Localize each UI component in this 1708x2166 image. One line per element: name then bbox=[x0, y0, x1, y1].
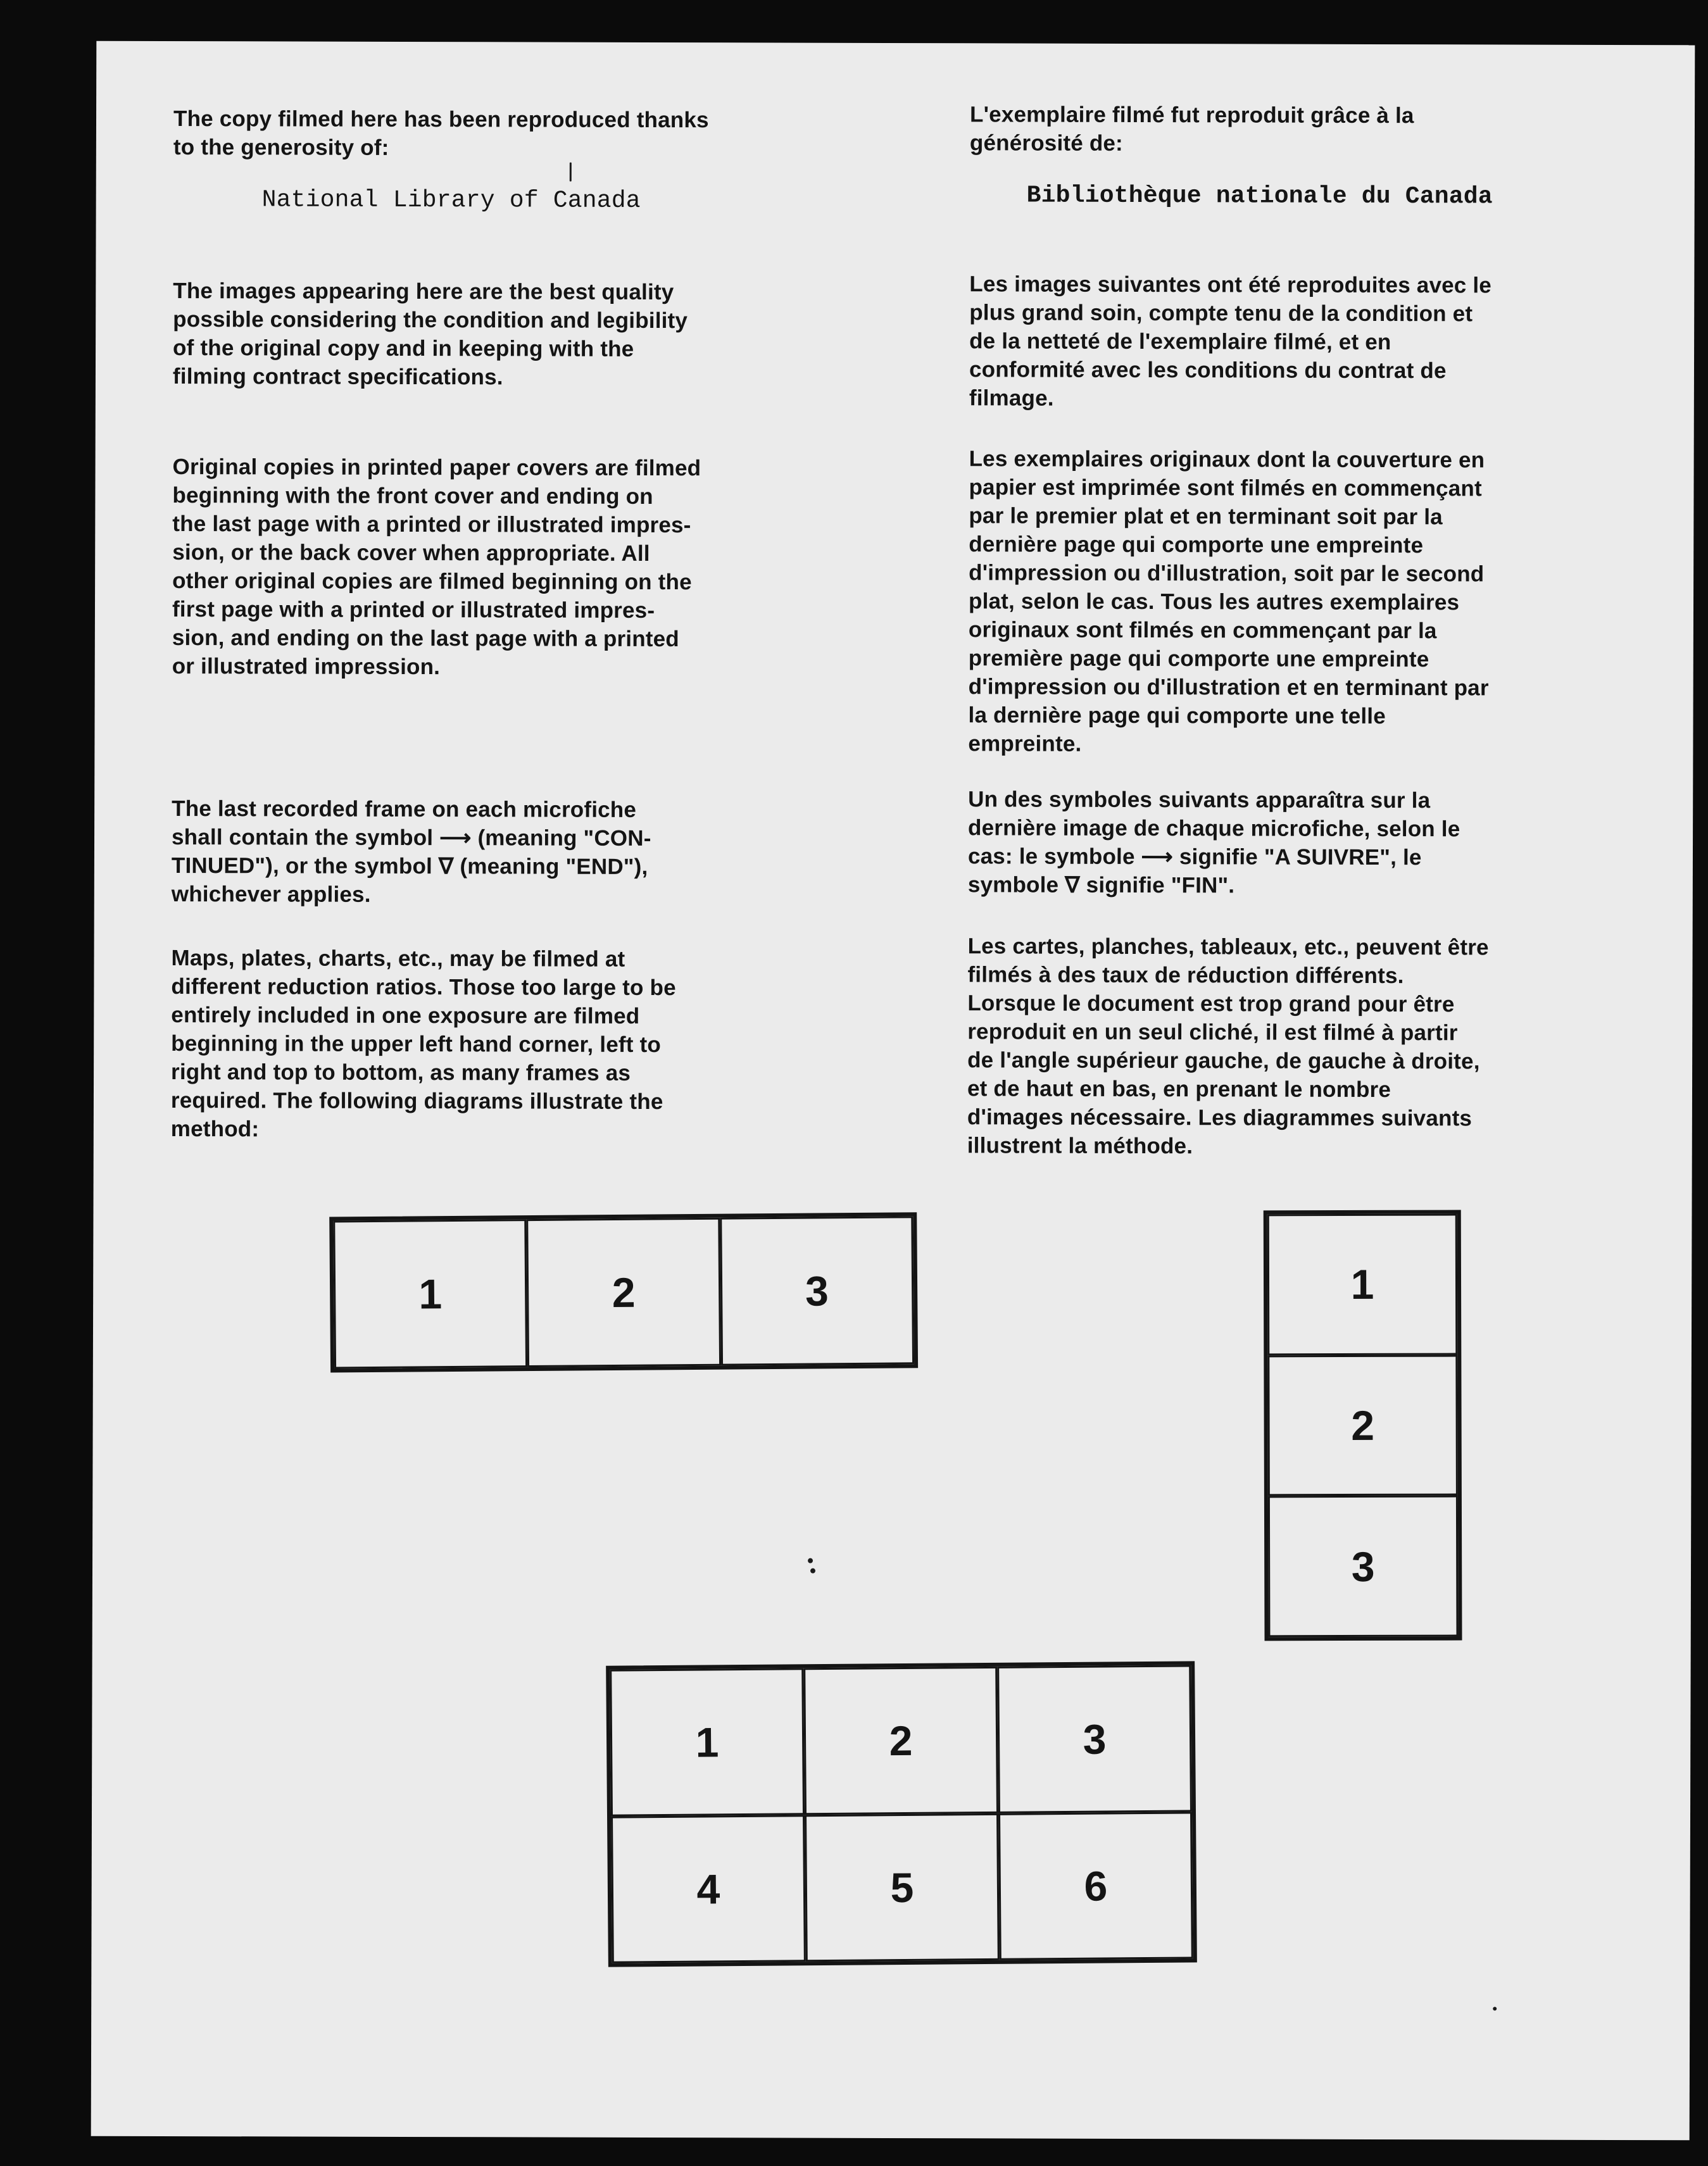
right-maps-paragraph bbox=[967, 932, 1658, 1161]
left-library-text: National Library of Canada bbox=[261, 186, 641, 215]
left-symbols-paragraph bbox=[172, 794, 830, 910]
scan-speck bbox=[810, 1568, 815, 1574]
frame-cell: 6 bbox=[998, 1812, 1193, 1960]
right-originals-text: Les exemplaires originaux dont la couverture en papier est imprimée sont filmés en commençant par le premier plat et en terminant soit par la dernière page qui comporte une empreinte d'impression ou d'illustration, soit par le second plat, selon le cas. Tous les autres exemplaires originaux sont filmés en commençant par la première page qui comporte une empreinte d'impression ou d'illustration et en terminant par la dernière page qui comporte une telle empreinte. bbox=[968, 446, 1489, 756]
frame-cell: 3 bbox=[997, 1665, 1192, 1813]
left-thanks bbox=[173, 104, 832, 163]
frame-cell: 1 bbox=[1267, 1214, 1458, 1355]
frame-cell: 3 bbox=[720, 1216, 914, 1365]
grid-frames-diagram bbox=[606, 1661, 1197, 1967]
frame-cell: 2 bbox=[527, 1218, 721, 1367]
left-symbols-text: The last recorded frame on each microfiche shall contain the symbol ⟶ (meaning "CON- TINUED"), or the symbol ∇ (meaning "END"), whichever applies. bbox=[171, 796, 651, 907]
frame-cell: 3 bbox=[1268, 1496, 1459, 1637]
right-quality-text: Les images suivantes ont été reproduites avec le plus grand soin, compte tenu de la condition et de la netteté de l'exemplaire filmé, et en conformité avec les conditions du contrat de filmage. bbox=[969, 272, 1492, 411]
scan-speck bbox=[808, 1558, 813, 1563]
right-symbols-text: Un des symboles suivants apparaîtra sur la dernière image de chaque microfiche, selon le cas: le symbole ⟶ signifie "A SUIVRE", le symbole ∇ signifie "FIN". bbox=[967, 787, 1460, 898]
right-thanks-text: L'exemplaire filmé fut reproduit grâce à la générosité de: bbox=[969, 102, 1414, 156]
left-originals-text: Original copies in printed paper covers are filmed beginning with the front cover and ending on the last page with a printed or illustrated impres- sion, or the back cover when appropriate. All other original copies are filmed beginning on the first page with a printed or illustrated impres- sion, and ending on the last page with a printed or illustrated impression. bbox=[172, 454, 701, 680]
frame-cell: 4 bbox=[611, 1815, 806, 1963]
right-thanks bbox=[970, 100, 1660, 159]
left-maps-paragraph bbox=[171, 944, 830, 1145]
left-originals-paragraph bbox=[172, 453, 831, 682]
scan-speck bbox=[1493, 2006, 1497, 2010]
left-quality-paragraph bbox=[173, 277, 831, 392]
frame-cell: 1 bbox=[333, 1219, 527, 1368]
right-originals-paragraph bbox=[968, 444, 1659, 760]
row-frames-diagram bbox=[329, 1212, 918, 1372]
frame-cell: 5 bbox=[805, 1813, 1000, 1962]
right-quality-paragraph bbox=[969, 270, 1660, 414]
right-maps-text: Les cartes, planches, tableaux, etc., peuvent être filmés à des taux de réduction différents. Lorsque le document est trop grand pour être reproduit en un seul cliché, il est filmé à partir de l'angle supérieur gauche, de gauche à droite, et de haut en bas, en prenant le nombre d'images nécessaire. Les diagrammes suivants illustrent la méthode. bbox=[967, 934, 1489, 1159]
left-thanks-text: The copy filmed here has been reproduced thanks to the generosity of: bbox=[173, 106, 709, 160]
left-maps-text: Maps, plates, charts, etc., may be filmed at different reduction ratios. Those too large to be entirely included in one exposure are filmed beginning in the upper left hand corner, left to right and top to bottom, as many frames as required. The following diagrams illustrate the method: bbox=[170, 946, 676, 1142]
frame-cell: 1 bbox=[610, 1668, 805, 1816]
microfiche-target-page bbox=[91, 41, 1695, 2141]
frame-cell: 2 bbox=[803, 1667, 998, 1815]
left-quality-text: The images appearing here are the best quality possible considering the condition and legibility of the original copy and in keeping with the filming contract specifications. bbox=[172, 279, 688, 390]
right-symbols-paragraph bbox=[968, 785, 1658, 901]
frame-cell: 2 bbox=[1267, 1355, 1458, 1496]
scan-speck bbox=[570, 163, 572, 182]
left-library-name bbox=[262, 185, 920, 216]
right-library-text: Bibliothèque nationale du Canada bbox=[1026, 182, 1493, 211]
right-library-name bbox=[1027, 182, 1708, 212]
column-frames-diagram bbox=[1264, 1210, 1462, 1641]
